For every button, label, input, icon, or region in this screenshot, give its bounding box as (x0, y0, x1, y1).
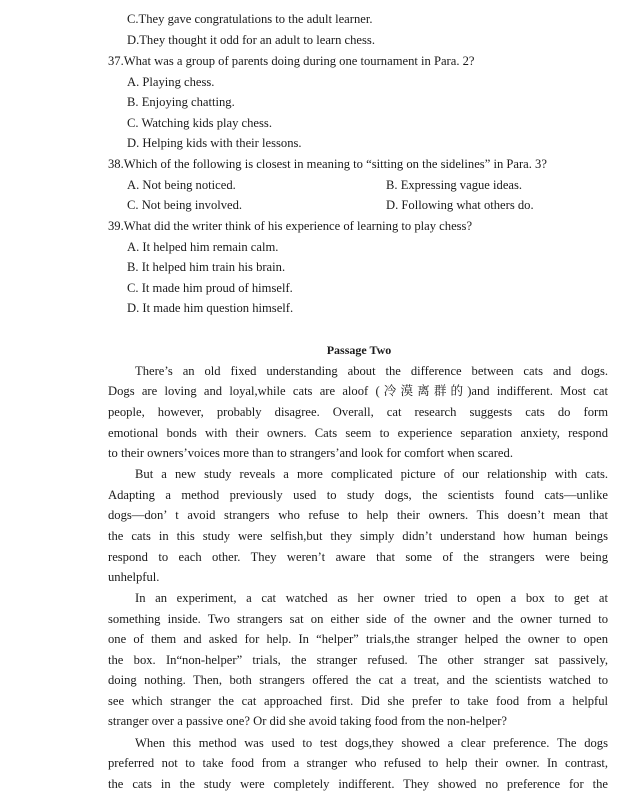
q38-option-c: C. Not being involved. (127, 198, 243, 212)
q38-option-a: A. Not being noticed. (127, 178, 236, 192)
paragraph-line: But a new study reveals a more complicated picture of our relationship with cats. (135, 467, 608, 481)
paragraph-line: respond to each other. They weren’t aware that some of the strangers were being (108, 550, 608, 564)
q39-option-c: C. It made him proud of himself. (127, 281, 293, 295)
q39-option-a: A. It helped him remain calm. (127, 240, 279, 254)
paragraph-line: the cats in the study were completely indifferent. They showed no preference for the (108, 777, 608, 791)
paragraph-line: one of them and asked for help. In “helper” trials,the stranger helped the owner to open (108, 632, 608, 646)
q37-option-a: A. Playing chess. (127, 75, 215, 89)
q36-option-d: D.They thought it odd for an adult to learn chess. (127, 33, 375, 47)
paragraph-line: Dogs are loving and loyal,while cats are aloof (冷漠离群的)and indifferent. Most cat (108, 384, 608, 398)
paragraph-line: preferred not to take food from a stranger who refused to help their owner. In contrast, (108, 756, 608, 770)
paragraph-line: see which stranger the cat approached first. Did she prefer to take food from a helpful (108, 694, 608, 708)
passage-title: Passage Two (326, 343, 392, 357)
q37-option-d: D. Helping kids with their lessons. (127, 136, 302, 150)
q39-option-d: D. It made him question himself. (127, 301, 294, 315)
q37-stem: 37.What was a group of parents doing during one tournament in Para. 2? (108, 54, 475, 68)
paragraph-line: something inside. Two strangers sat on either side of the owner and the owner turned to (108, 612, 608, 626)
q37-option-c: C. Watching kids play chess. (127, 116, 272, 130)
q38-option-d: D. Following what others do. (386, 198, 534, 212)
paragraph-line: In an experiment, a cat watched as her owner tried to open a box to get at (135, 591, 608, 605)
q39-option-b: B. It helped him train his brain. (127, 260, 286, 274)
q37-option-b: B. Enjoying chatting. (127, 95, 235, 109)
paragraph-line: Adapting a method previously used to study dogs, the scientists found cats—unlike (108, 488, 608, 502)
q38-option-b: B. Expressing vague ideas. (386, 178, 523, 192)
q36-option-c: C.They gave congratulations to the adult learner. (127, 12, 373, 26)
paragraph-line: There’s an old fixed understanding about the difference between cats and dogs. (135, 364, 608, 378)
paragraph-line: doing nothing. Then, both strangers offered the cat a treat, and the scientists watched to (108, 673, 608, 687)
paragraph-line: stranger over a passive one? Or did she avoid taking food from the non-helper? (108, 714, 508, 728)
paragraph-line: the box. In“non-helper” trials, the stranger refused. The other stranger sat passively, (108, 653, 608, 667)
paragraph-line: dogs—don’ t avoid strangers who refuse to help their owners. This doesn’t mean that (108, 508, 608, 522)
paragraph-line: the cats in this study were selfish,but they simply didn’t understand how human beings (108, 529, 608, 543)
paragraph-line: emotional bonds with their owners. Cats seem to experience separation anxiety, respond (108, 426, 608, 440)
paragraph-line: When this method was used to test dogs,they showed a clear preference. The dogs (135, 736, 608, 750)
q38-stem: 38.Which of the following is closest in meaning to “sitting on the sidelines” in Para. 3? (108, 157, 547, 171)
paragraph-line: to their owners’voices more than to strangers’and look for comfort when scared. (108, 446, 513, 460)
q39-stem: 39.What did the writer think of his experience of learning to play chess? (108, 219, 473, 233)
paragraph-line: unhelpful. (108, 570, 160, 584)
paragraph-line: people, however, probably disagree. Overall, cat research suggests cats do form (108, 405, 608, 419)
